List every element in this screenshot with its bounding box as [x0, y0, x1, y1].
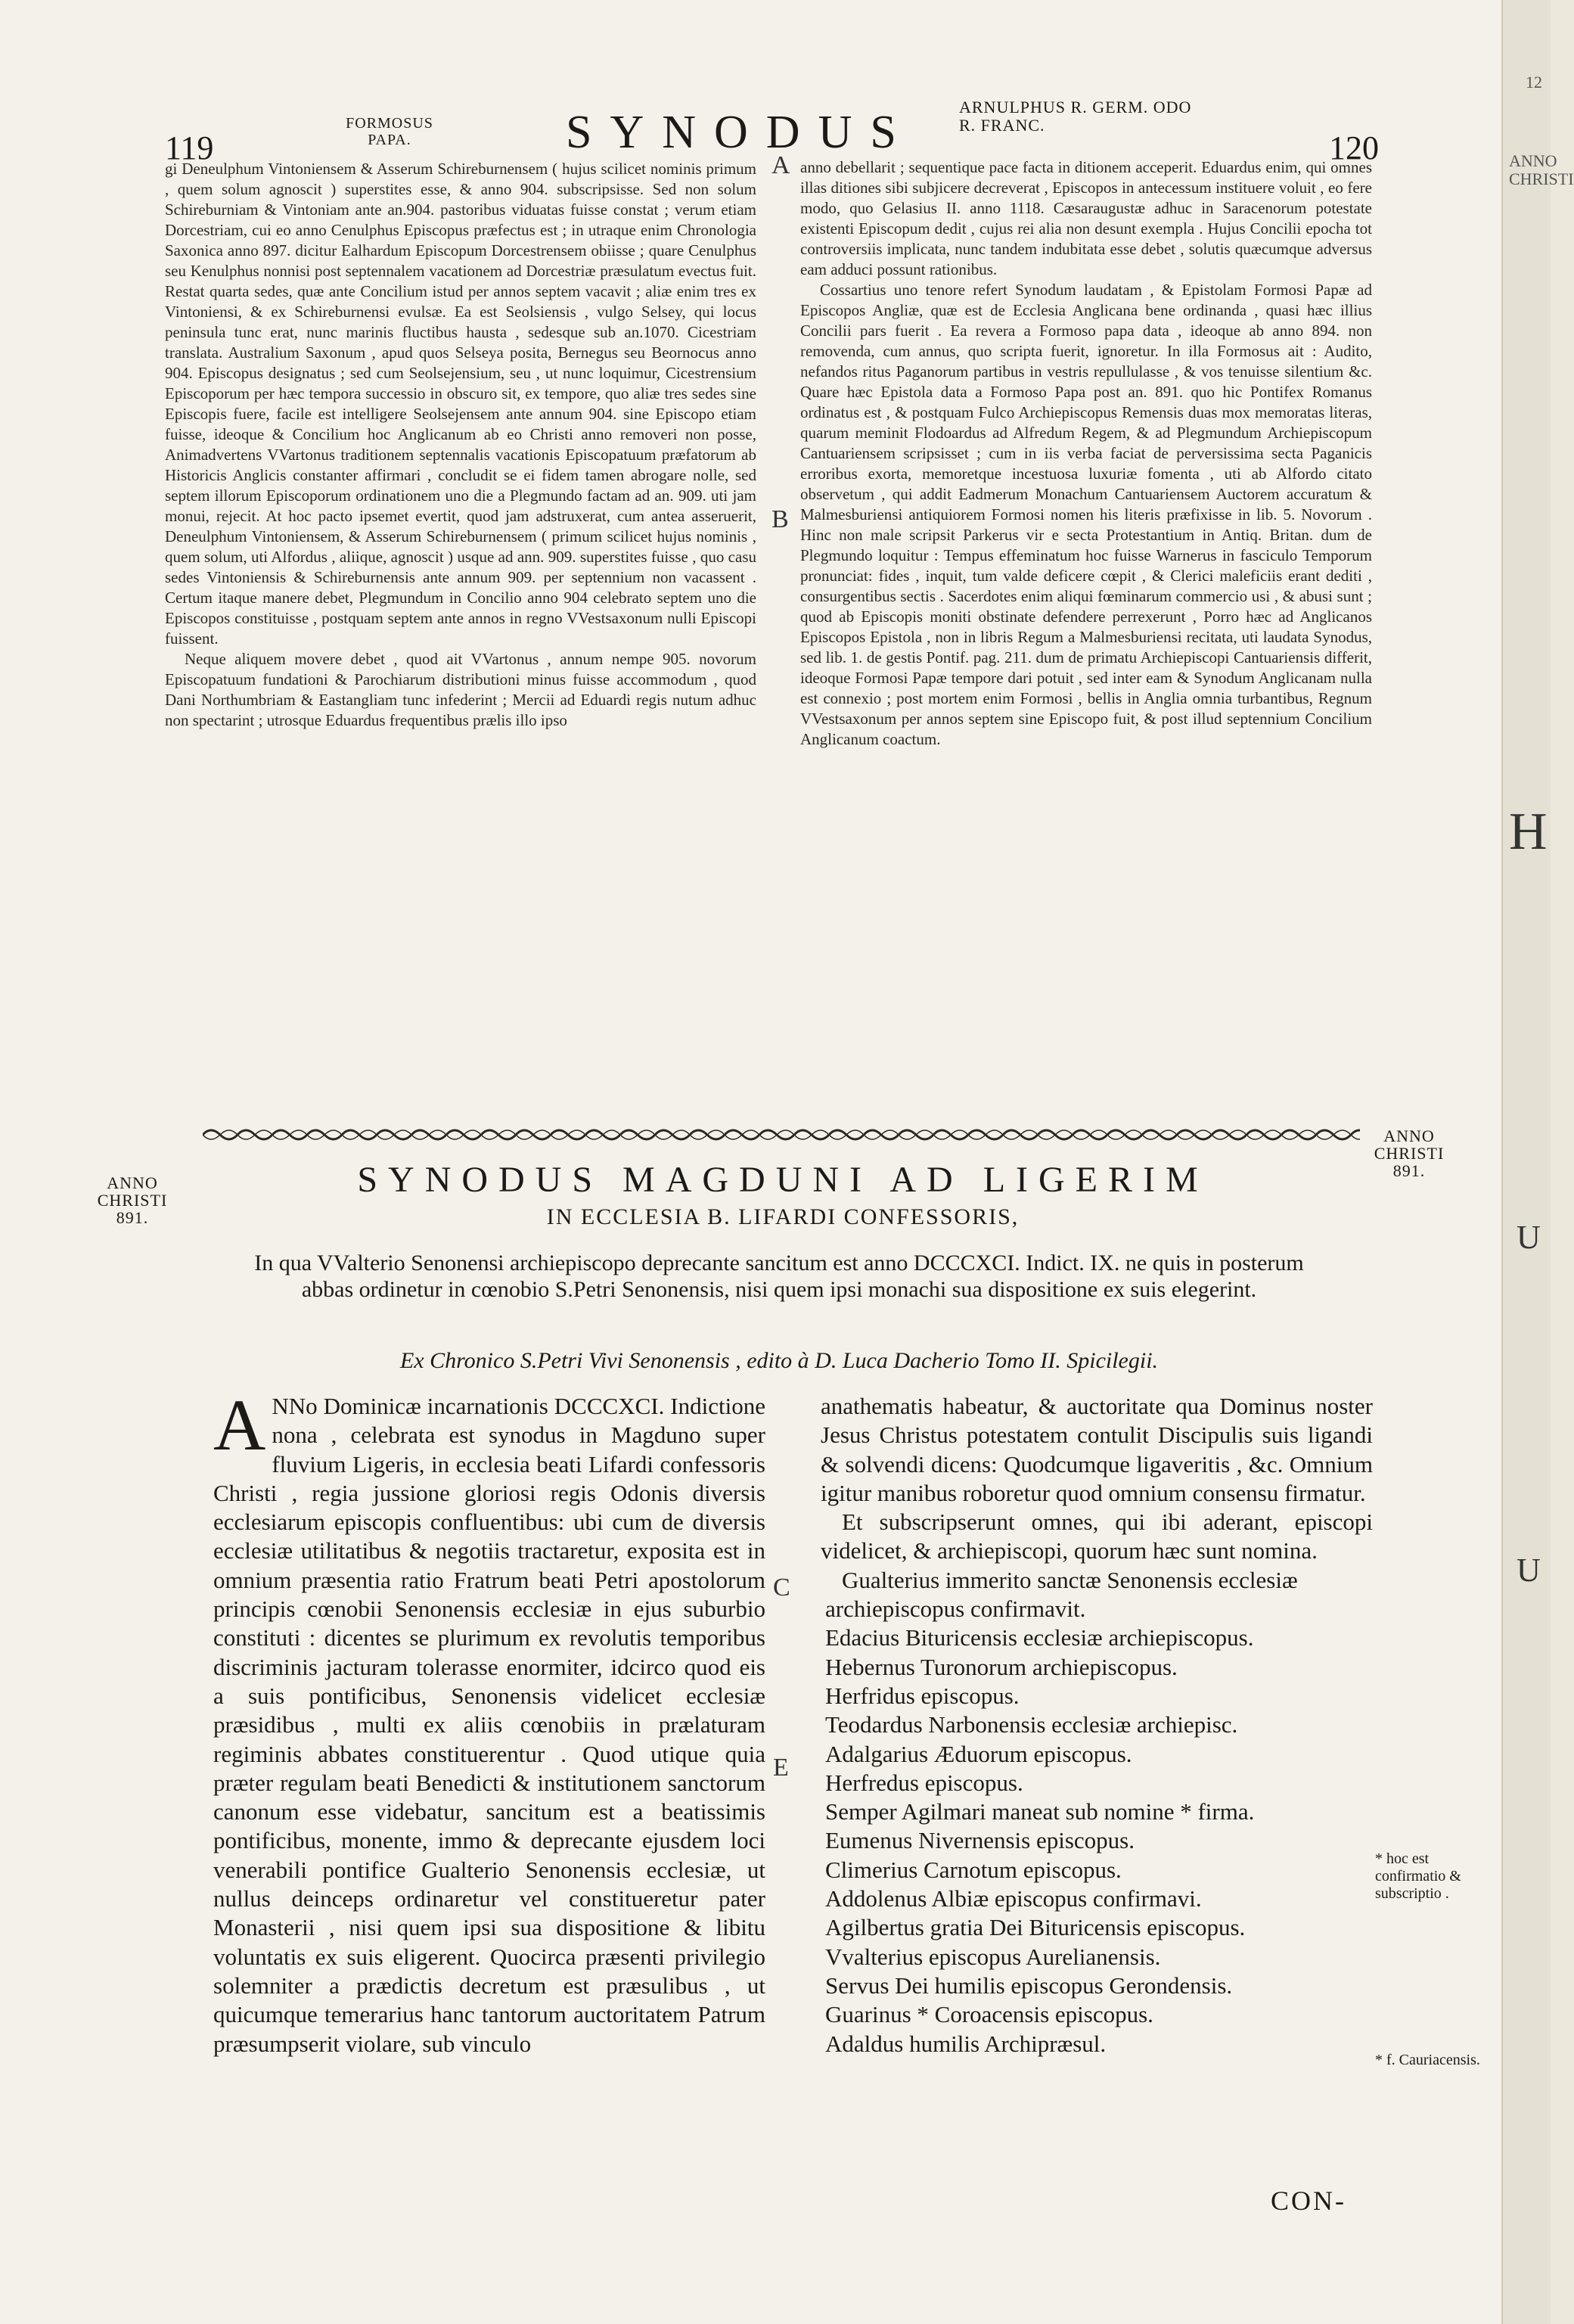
signature: Edacius Bituricensis ecclesiæ archiepiscopus. — [825, 1624, 1254, 1651]
signature: Vvalterius episcopus Aurelianensis. — [825, 1943, 1161, 1970]
source-note: Ex Chronico S.Petri Vivi Senonensis , edito à D. Luca Dacherio Tomo II. Spicilegii. — [399, 1348, 1159, 1373]
signature: Climerius Carnotum episcopus. — [825, 1856, 1122, 1883]
synod-summary: In qua VValterio Senonensi archiepiscopo deprecante sancitum est anno DCCCXCI. Indict. IX. ne quis in posterum abbas ordinetur in cœnobio S.Petri Senonensis, nisi quem ipsi monachi sua dispositione ex suis elegerint. — [254, 1251, 1304, 1302]
signature: Herfridus episcopus. — [825, 1682, 1020, 1709]
paragraph: Neque aliquem movere debet , quod ait VVartonus , annum nempe 905. novorum Episcopatuum fundationi & Parochiarum distributioni minus fuisse accommodum , quod Dani Northumbriam & Eastangliam tunc infederint ; Mercii ad Eduardi regis nutum adhuc non spectarint ; utrosque Eduardus frequentibus prælis illo ipso — [165, 650, 756, 729]
upper-left-column — [165, 159, 756, 731]
page-number-left: 119 — [165, 129, 214, 166]
header-caption-left: FORMOSUS PAPA. — [346, 115, 433, 148]
edge-fragment: H — [1509, 803, 1548, 861]
anno-christi-right: ANNO CHRISTI 891. — [1374, 1126, 1445, 1180]
drop-cap: A — [213, 1384, 266, 1465]
signature: Semper Agilmari maneat sub nomine * firma. — [825, 1798, 1255, 1825]
side-note-confirmatio: * hoc est confirmatio & subscriptio . — [1375, 1850, 1461, 1902]
edge-fragment: U — [1517, 1552, 1541, 1589]
side-note-cauriacensis: * f. Cauriacensis. — [1375, 2052, 1480, 2068]
edge-fragment: ANNO — [1509, 151, 1557, 170]
synod-text-left-body: NNo Dominicæ incarnationis DCCCXCI. Indictione nona , celebrata est synodus in Magduno super fluvium Ligeris, in ecclesia beati Lifardi confessoris Christi , regia jussione gloriosi regis Odonis diversis ecclesiarum episcopis confluentibus: ubi cum de diversis ecclesiæ utilitatibus & negotiis tractaretur, exposita est in omnium præsentia ratio Fratrum beati Petri apostolorum principis cœnobii Senonensis ecclesiæ in ejus suburbio constituti : dicentes se plurimum ex revolutis temporibus discriminis jacturam tolerasse enormiter, idcirco quod eis a suis pontificibus, Senonensis videlicet ecclesiæ præsidibus , multi ex aliis cœnobiis in prælaturam regiminis abbates constituerentur . Quod utique quia præter regulam beati Benedicti & institutionem sanctorum canonum esse videbatur, sancitum est a beatissimis pontificibus, monente, immo & deprecante ejusdem loci venerabili pontifice Gualterio Senonensis ecclesiæ, ut nullus deinceps ordinaretur vel constitueretur pater Monasterii , nisi quem ipsi sua dispositione & libitu voluntatis ex suis eligerent. Quocirca præsenti privilegio solemniter a prædictis decretum est præsulibus , ut quicumque temerarius hanc tantorum auctoritatem Patrum præsumpserit violare, sub vinculo — [213, 1393, 765, 2057]
signature: Agilbertus gratia Dei Bituricensis episcopus. — [825, 1914, 1246, 1941]
paragraph: gi Deneulphum Vintoniensem & Asserum Schireburnensem ( hujus scilicet nominis primum , quem solum agnoscit ) superstites esse, & anno 904. subscripsisse. Sed non solum Schireburniam & Vintoniam ante an.904. pastoribus viduatas fuisse constat ; verum etiam Dorcestriam, cui eo anno Cenulphus Episcopus præfectus est ; in utraque enim Chronologia Saxonica anno 897. dicitur Ealhardum Episcopum Dorcestrensem obiisse ; quare Cenulphus seu Kenulphus nonnisi post septennalem vacationem ad Dorcestriæ præsulatum evectus fuit. Restat quarta sedes, quæ ante Concilium istud per annos septem vacavit ; aliæ enim tres ex Vintoniensi, & ex Schireburnensi evulsæ. Ea est Seolsiensis , vulgo Selsey, qui locus peninsula tunc erat, nunc marinis fluctibus hausta , sedesque sub an.1070. Cicestriam translata. Australium Saxonum , apud quos Selseya posita, Bernegus seu Beornocus anno 904. Episcopus designatus ; sed cum Seolsejensium, seu , ut nunc loquimur, Cicestrensium Episcoporum per hæc tempora successio in obscuro sit, ex tempore, quo aliæ tres sedes sine Episcopis fuere, facile est intelligere Seolsejensem ante annum 904. sine Episcopo etiam fuisse, ideoque & Concilium hoc Anglicanum ab eo Christi anno removeri non posse, Animadvertens VVartonus traditionem septennalis vacationis Episcopatuum præfatorum ab Historicis Anglicis constanter affirmari , concludit se ei fidem tamen abrogare nolle, sed septem illorum Episcoporum ordinationem uno die a Plegmundo factam ad an. 909. uti jam monui, rejecit. At hoc pacto ipsemet evertit, quod jam adstruxerat, cum antea asseruerit, Deneulphum Vintoniensem, & Asserum Schireburnensem ( primum scilicet hujus nominis , quem solum, uti Alfordus , aliique, agnoscit ) usque ad ann. 909. superstites fuisse , quo casu sedes Vintoniensis & Schireburnensis ante annum 909. per septennium non vacassent . Certum itaque manere debet, Plegmundum in Concilio anno 904 celebrato septem uno die Episcopos constituisse , postquam septem ante annos in regno VVestsaxonum nulli Episcopi fuissent. — [165, 160, 756, 648]
signature: Addolenus Albiæ episcopus confirmavi. — [825, 1885, 1202, 1912]
edge-fragment: 12 — [1526, 73, 1542, 92]
synod-text-left — [213, 1384, 765, 2058]
column-marker: A — [771, 151, 790, 179]
paragraph: anathematis habeatur, & auctoritate qua Dominus noster Jesus Christus potestatem contulit Discipulis suis ligandi & solvendi dicens: Quodcumque ligaveritis , &c. Omnium igitur manibus roboretur quod omnium consensu firmatur. — [821, 1393, 1373, 1506]
signature-list — [821, 1566, 1373, 2058]
signature: Eumenus Nivernensis episcopus. — [825, 1827, 1135, 1854]
adjacent-page-edge — [1501, 0, 1574, 2324]
signature: Adalgarius Æduorum episcopus. — [825, 1740, 1132, 1767]
upper-right-column — [800, 107, 1372, 750]
column-marker: B — [771, 505, 789, 533]
column-marker: E — [773, 1754, 789, 1782]
page-number-right: 120 — [1329, 129, 1379, 166]
anno-christi-left: ANNO CHRISTI 891. — [97, 1173, 168, 1227]
signature: Herfredus episcopus. — [825, 1769, 1023, 1796]
synod-title: SYNODUS MAGDUNI AD LIGERIM — [357, 1160, 1209, 1200]
signature: Gualterius immerito sanctæ Senonensis ecclesiæ archiepiscopus confirmavit. — [825, 1566, 1298, 1623]
catchword: CON- — [1271, 2186, 1346, 2216]
signature: Hebernus Turonorum archiepiscopus. — [825, 1653, 1178, 1680]
header-caption-right: ARNULPHUS R. GERM. ODO R. FRANC. — [959, 98, 1192, 135]
running-title: SYNODUS — [566, 107, 914, 158]
signature: Adaldus humilis Archipræsul. — [825, 2030, 1107, 2057]
paragraph: anno debellarit ; sequentique pace facta in ditionem acceperit. Eduardus enim, qui omnes illas ditiones sibi subjicere decreverat , Episcopos in antecessum instituere voluit , eo fere modo, quo Gelasius II. anno 1118. Cæsaraugustæ adhuc in Saracenorum potestate existenti Episcopum dedit , cujus rei alia non desunt exempla . Hujus Concilii epocha tot controversiis implicata, nunc tandem indubitata esse debet , solutis quæcumque adversus eam adduci possunt rationibus. — [800, 158, 1372, 278]
synod-text-right — [821, 1392, 1373, 2058]
signature: Servus Dei humilis episcopus Gerondensis. — [825, 1971, 1233, 1999]
signature: Teodardus Narbonensis ecclesiæ archiepisc. — [825, 1711, 1238, 1738]
paragraph: Cossartius uno tenore refert Synodum laudatam , & Epistolam Formosi Papæ ad Episcopos Angliæ, quæ est de Ecclesia Anglicana bene ordinanda , quasi hæc illius Concilii pars fuerit . Ea revera a Formoso papa data , ideoque ab anno 894. non removenda, cum annus, quo scripta fuerit, ignoretur. In illa Formosus ait : Audito, nefandos ritus Paganorum partibus in vestris repullulasse , & vos tenuisse silentium &c. Quare hæc Epistola data a Formoso Papa post an. 891. quo hic Pontifex Romanus ordinatus est , & postquam Fulco Archiepiscopus Remensis duas mox memoratas literas, quarum meminit Flodoardus ad Alfredum Regem, & ad Plegmundum Archiepiscopum Cantuariensem scripsisset ; cum in iis verba faciat de perversissima secta Paganicis erroribus exorta, memoretque incestuosa luxuriæ fomenta , uti ab Alfordo citato observetum , qui addit Eadmerum Monachum Cantuariensem Auctorem accuratum & Malmesburiensi antiquiorem Formosi nomen his literis præfixisse in lib. 5. Novorum . Hinc non male scripsit Parkerus vir e secta Protestantium in Antiq. Britan. dum de Plegmundo loquitur : Tempus effeminatum hoc fuisse Warnerus in fasciculo Temporum pronunciat: fides , inquit, tum valde deficere cœpit , & Clerici maleficiis erant dediti , consurgentibus sectis . Sacerdotes enim aliqui fœminarum commercio usi , & abusi sunt ; quod ab Episcopis moniti obstinate defendere perrexerunt , Porro hæc ad Anglicanos Episcopos Epistola , non in libris Regum a Malmesburiensi recitata, uti laudata Synodus, sed lib. 1. de gestis Pontif. pag. 211. dum de primatu Archiepiscopi Cantuariensis differit, ideoque Formosi Papæ tempore dari potuit , sed inter eam & Synodum Anglicanam nulla est connexio ; post mortem enim Formosi , bellis in Anglia omnia turbantibus, Regnum VVestsaxonum per annos septem sine Episcopo fuit, & post illud septennium Concilium Anglicanum coactum. — [800, 281, 1372, 748]
synod-subtitle: IN ECCLESIA B. LIFARDI CONFESSORIS, — [546, 1204, 1020, 1229]
ornamental-divider — [203, 1124, 1360, 1145]
edge-fragment: CHRISTI — [1509, 169, 1574, 188]
paragraph: Et subscripserunt omnes, qui ibi aderant, episcopi videlicet, & archiepiscopi, quorum hæc sunt nomina. — [821, 1508, 1373, 1564]
signature: Guarinus * Coroacensis episcopus. — [825, 2001, 1153, 2028]
column-marker: C — [773, 1574, 790, 1602]
edge-fragment: U — [1517, 1219, 1541, 1256]
